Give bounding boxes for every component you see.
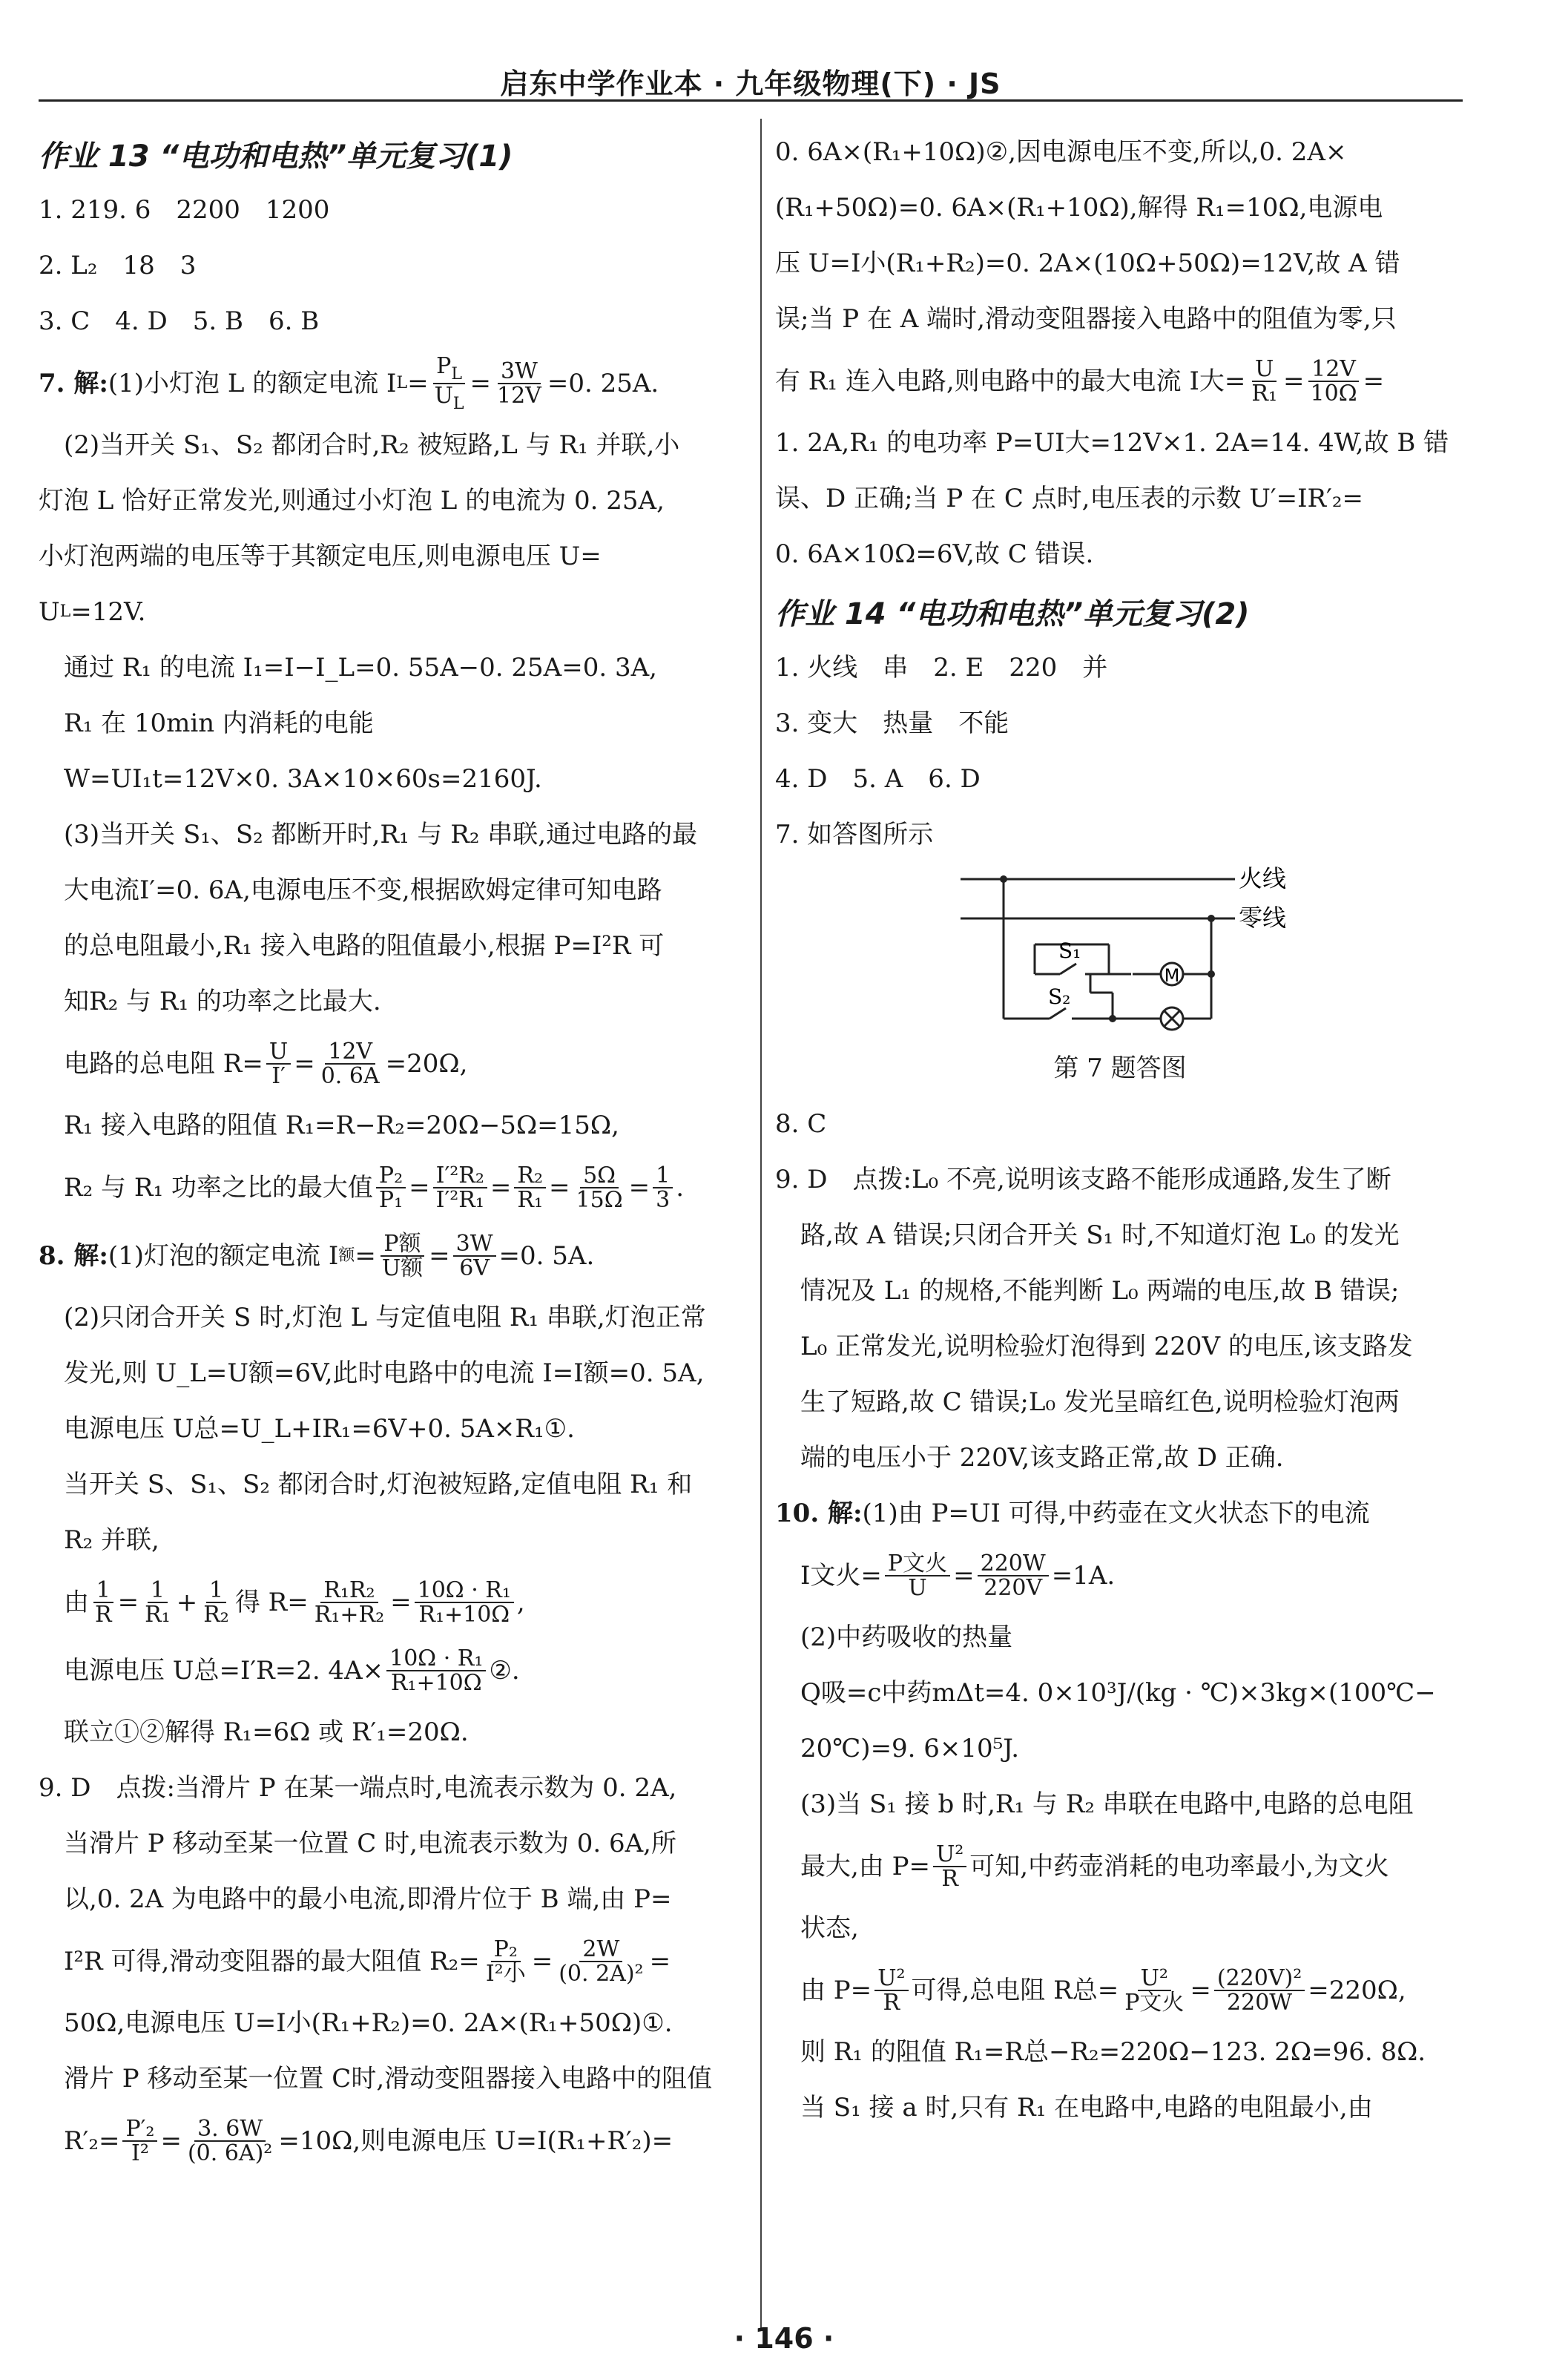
q9-line: 端的电压小于 220V,该支路正常,故 D 正确. bbox=[800, 1443, 1284, 1473]
fraction bbox=[266, 1040, 291, 1088]
text: I′²R₂ bbox=[433, 1164, 487, 1189]
section-heading-14: 作业 14 “电功和电热”单元复习(2) bbox=[775, 596, 1250, 631]
text: =1A. bbox=[1051, 1560, 1116, 1591]
header-rule bbox=[39, 99, 1463, 102]
text: R bbox=[941, 1866, 958, 1892]
text: 220W bbox=[978, 1552, 1049, 1577]
right-column bbox=[775, 125, 1465, 2136]
q9-line: 50Ω,电源电压 U=I小(R₁+R₂)=0. 2A×(R₁+50Ω)①. bbox=[64, 2008, 673, 2039]
q7-line: 大电流I′=0. 6A,电源电压不变,根据欧姆定律可知电路 bbox=[64, 875, 662, 906]
fraction bbox=[433, 1164, 487, 1212]
q10-label: 10. 解: bbox=[775, 1499, 863, 1529]
figure-caption: 第 7 题答图 bbox=[1053, 1053, 1187, 1084]
text: 1 bbox=[206, 1579, 226, 1604]
q10-line: I文火= $\frac{\text{P文火}}{U}$ = $\frac{220W}{220V}$ =1A. bbox=[800, 1550, 1116, 1601]
q9-cont-line: 误、D 正确;当 P 在 C 点时,电压表的示数 U′=IR′₂= bbox=[775, 484, 1363, 514]
text: I′ bbox=[271, 1063, 286, 1089]
text: 10Ω · R₁ bbox=[386, 1647, 486, 1672]
answer-line: 1. 219. 6 2200 1200 bbox=[39, 195, 330, 226]
text: 由 bbox=[64, 1587, 89, 1617]
fraction bbox=[556, 1938, 646, 1986]
q8-line: (2)只闭合开关 S 时,灯泡 L 与定值电阻 R₁ 串联,灯泡正常 bbox=[64, 1303, 706, 1333]
page-number: · 146 · bbox=[734, 2322, 834, 2355]
fraction bbox=[514, 1164, 546, 1212]
text: U bbox=[434, 383, 453, 409]
text: 得 R= bbox=[234, 1587, 309, 1617]
text: (1)小灯泡 L 的额定电流 I bbox=[108, 368, 397, 398]
text: R₁+10Ω bbox=[418, 1602, 510, 1628]
text: U额 bbox=[381, 1255, 424, 1281]
text: (0. 2A)² bbox=[559, 1961, 644, 1987]
fraction bbox=[453, 1232, 496, 1280]
fraction bbox=[1121, 1964, 1187, 2016]
q10-line bbox=[775, 1486, 1465, 1542]
answer-line: 2. L₂ 18 3 bbox=[39, 251, 197, 281]
q7-line: 电路的总电阻 R= $\frac{U}{I'}$ = $\frac{12V}{0. 6A}$ =20Ω, bbox=[64, 1038, 468, 1089]
text: R bbox=[883, 1990, 900, 2016]
text: 电路的总电阻 R= bbox=[64, 1048, 263, 1079]
fraction bbox=[933, 1843, 966, 1891]
fraction bbox=[1214, 1964, 1305, 2016]
fraction bbox=[312, 1576, 387, 1628]
section-heading-13: 作业 13 “电功和电热”单元复习(1) bbox=[39, 139, 513, 174]
fraction bbox=[573, 1164, 626, 1212]
circuit-svg bbox=[775, 863, 1465, 1041]
text: I²小 bbox=[485, 1961, 526, 1987]
q8-line bbox=[39, 1637, 728, 1705]
text: U bbox=[908, 1575, 927, 1601]
q8-line: 电源电压 U总=U_L+IR₁=6V+0. 5A×R₁①. bbox=[64, 1414, 575, 1444]
q10-line: 20℃)=9. 6×10⁵J. bbox=[800, 1734, 1020, 1764]
fraction bbox=[318, 1040, 383, 1088]
fraction bbox=[885, 1552, 950, 1600]
q9-cont-line: (R₁+50Ω)=0. 6A×(R₁+10Ω),解得 R₁=10Ω,电源电 bbox=[775, 193, 1383, 223]
text: R₂ 与 R₁ 功率之比的最大值 bbox=[64, 1172, 373, 1203]
motor-icon: M bbox=[1164, 965, 1180, 986]
text: =0. 5A. bbox=[498, 1240, 595, 1271]
q9-line: 滑片 P 移动至某一位置 C时,滑动变阻器接入电路中的阻值 bbox=[64, 2064, 713, 2094]
text: 1 bbox=[93, 1579, 113, 1604]
text: U bbox=[1252, 358, 1277, 383]
answer-line: 3. 变大 热量 不能 bbox=[775, 708, 1009, 739]
q9-cont-line: 0. 6A×10Ω=6V,故 C 错误. bbox=[775, 539, 1094, 570]
text: (0. 6A)² bbox=[187, 2140, 273, 2166]
q10-line: 状态, bbox=[800, 1913, 859, 1944]
text: R′₂= bbox=[64, 2125, 120, 2156]
text: P₂ bbox=[376, 1164, 406, 1189]
text: 3. 6W bbox=[194, 2117, 266, 2143]
q7-line: 灯泡 L 恰好正常发光,则通过小灯泡 L 的电流为 0. 25A, bbox=[39, 486, 665, 516]
text: P bbox=[436, 352, 452, 379]
answer-line: 3. C 4. D 5. B 6. B bbox=[39, 306, 320, 337]
text: 12V bbox=[1308, 358, 1359, 383]
q8-line: R₂ 并联, bbox=[64, 1525, 159, 1556]
q7-line: R₂ 与 R₁ 功率之比的最大值 $\frac{\text{P₂}}{\text{P₁}}$ = $\frac{\text{I′²R₂}}{\text{I′²R₁}}$ = $\frac{\text{R₂}}{\text{R₁}}$ = $\frac{5\Omega}{15\Omega}$ = $\frac{1}{3}$ . bbox=[64, 1162, 684, 1213]
text: 220V bbox=[984, 1575, 1043, 1601]
q10-line: 则 R₁ 的阻值 R₁=R总−R₂=220Ω−123. 2Ω=96. 8Ω. bbox=[800, 2037, 1426, 2068]
q9-line: 路,故 A 错误;只闭合开关 S₁ 时,不知道灯泡 L₀ 的发光 bbox=[800, 1220, 1400, 1251]
q9-line: L₀ 正常发光,说明检验灯泡得到 220V 的电压,该支路发 bbox=[800, 1332, 1413, 1362]
text: 10Ω bbox=[1310, 381, 1357, 407]
text: I²R 可得,滑动变阻器的最大阻值 R₂= bbox=[64, 1946, 480, 1976]
q9-line: 当滑片 P 移动至某一位置 C 时,电流表示数为 0. 6A,所 bbox=[64, 1829, 676, 1859]
live-wire-label: 火线 bbox=[1239, 864, 1287, 892]
text: R₁R₂ bbox=[320, 1579, 378, 1604]
fraction bbox=[483, 1938, 529, 1986]
text: U² bbox=[1138, 1967, 1171, 1992]
page-header: 启东中学作业本 · 九年级物理(下) · JS bbox=[500, 68, 1001, 100]
q10-line: (3)当 S₁ 接 b 时,R₁ 与 R₂ 串联在电路中,电路的总电阻 bbox=[800, 1789, 1414, 1820]
q9-line: 以,0. 2A 为电路中的最小电流,即滑片位于 B 端,由 P= bbox=[64, 1884, 672, 1915]
text: R₁ bbox=[145, 1602, 171, 1628]
q8-line: 发光,则 U_L=U额=6V,此时电路中的电流 I=I额=0. 5A, bbox=[64, 1358, 705, 1389]
text: U bbox=[39, 597, 60, 628]
text: I′²R₁ bbox=[435, 1187, 484, 1213]
text: 3 bbox=[656, 1187, 671, 1213]
q7-line: 7. 解: (1)小灯泡 L 的额定电流 I L = $\frac{P_L}{U_L}$ = $\frac{3W}{12V}$ =0. 25A. bbox=[39, 352, 659, 413]
column-divider bbox=[760, 119, 762, 2329]
q7-line: W=UI₁t=12V×0. 3A×10×60s=2160J. bbox=[64, 764, 542, 795]
switch-s1-label: S₁ bbox=[1058, 938, 1081, 963]
fraction bbox=[92, 1576, 115, 1628]
q7-line: R₁ 接入电路的阻值 R₁=R−R₂=20Ω−5Ω=15Ω, bbox=[64, 1111, 619, 1141]
circuit-diagram bbox=[775, 863, 1465, 1041]
fraction bbox=[494, 360, 544, 408]
fraction bbox=[874, 1964, 908, 2016]
q8-line: 联立①②解得 R₁=6Ω 或 R′₁=20Ω. bbox=[64, 1717, 469, 1748]
text: R₁+10Ω bbox=[390, 1670, 482, 1696]
neutral-wire-label: 零线 bbox=[1239, 904, 1287, 932]
text: 5Ω bbox=[580, 1164, 619, 1189]
q8-line: 8. 解: (1)灯泡的额定电流 I 额 = $\frac{\text{P额}}{\text{U额}}$ = $\frac{3W}{6V}$ =0. 5A. bbox=[39, 1230, 595, 1281]
q9-cont-line: 压 U=I小(R₁+R₂)=0. 2A×(10Ω+50Ω)=12V,故 A 错 bbox=[775, 249, 1400, 279]
fraction bbox=[978, 1552, 1049, 1600]
text: U bbox=[266, 1040, 291, 1065]
text: 电源电压 U总=I′R=2. 4A× bbox=[64, 1655, 384, 1686]
answer-line: 7. 如答图所示 bbox=[775, 820, 934, 850]
answer-line: 8. C bbox=[775, 1109, 827, 1140]
text: P额 bbox=[381, 1232, 424, 1257]
text: 10Ω · R₁ bbox=[415, 1579, 514, 1604]
fraction bbox=[185, 2117, 275, 2166]
text: =220Ω, bbox=[1308, 1975, 1406, 2005]
q7-line: 的总电阻最小,R₁ 接入电路的阻值最小,根据 P=I²R 可 bbox=[64, 931, 665, 961]
switch-s2-label: S₂ bbox=[1048, 984, 1071, 1009]
q9-line: 9. D 点拨:当滑片 P 在某一端点时,电流表示数为 0. 2A, bbox=[39, 1773, 677, 1803]
q7-line: U L =12V. bbox=[39, 597, 146, 628]
q8-line: 由 $\frac{1}{R}$ = $\frac{1}{\text{R₁}}$ + $\frac{1}{\text{R₂}}$ 得 R= $\frac{\text{R₁R₂}}{\text{R₁+R₂}}$ = $\frac{\text{10Ω · R₁}}{\text{R₁+10Ω}}$ , bbox=[64, 1576, 525, 1628]
q9-cont-line: 0. 6A×(R₁+10Ω)②,因电源电压不变,所以,0. 2A× bbox=[775, 137, 1347, 168]
fraction bbox=[1248, 355, 1280, 407]
q9-line: 9. D 点拨:L₀ 不亮,说明该支路不能形成通路,发生了断 bbox=[775, 1165, 1391, 1195]
q9-cont-line: 有 R₁ 连入电路,则电路中的最大电流 I大= $\frac{U}{\text{R₁}}$ = $\frac{12V}{10\Omega}$ = bbox=[775, 355, 1385, 407]
text: =12V. bbox=[70, 597, 146, 628]
fraction bbox=[386, 1647, 486, 1695]
q8-label: 8. 解: bbox=[39, 1240, 108, 1271]
answer-line: 1. 火线 串 2. E 220 并 bbox=[775, 653, 1108, 683]
q9-cont-line: 1. 2A,R₁ 的电功率 P=UI大=12V×1. 2A=14. 4W,故 B 错 bbox=[775, 428, 1449, 458]
text: ②. bbox=[489, 1655, 520, 1686]
q10-line: (2)中药吸收的热量 bbox=[800, 1622, 1013, 1653]
fraction: $\frac{P_L}{U_L}$ bbox=[434, 352, 464, 413]
text: 2W bbox=[579, 1938, 622, 1963]
text: 最大,由 P= bbox=[800, 1851, 930, 1881]
text: (1)由 P=UI 可得,中药壶在文火状态下的电流 bbox=[862, 1499, 1370, 1529]
text: 12V bbox=[497, 383, 541, 409]
q8-line: 当开关 S、S₁、S₂ 都闭合时,灯泡被短路,定值电阻 R₁ 和 bbox=[64, 1470, 693, 1500]
text: 1 bbox=[653, 1164, 673, 1189]
text: 1 bbox=[148, 1579, 168, 1604]
text: 由 P= bbox=[800, 1975, 872, 2005]
q7-line: 通过 R₁ 的电流 I₁=I−I_L=0. 55A−0. 25A=0. 3A, bbox=[64, 653, 657, 683]
q10-line: 当 S₁ 接 a 时,只有 R₁ 在电路中,电路的电阻最小,由 bbox=[800, 2093, 1373, 2123]
text: R₁ bbox=[517, 1187, 544, 1213]
fraction bbox=[653, 1164, 673, 1212]
text: =0. 25A. bbox=[547, 368, 659, 398]
q9-line: 情况及 L₁ 的规格,不能判断 L₀ 两端的电压,故 B 错误; bbox=[800, 1276, 1400, 1306]
text: I文火= bbox=[800, 1560, 882, 1591]
q7-line: (2)当开关 S₁、S₂ 都闭合时,R₂ 被短路,L 与 R₁ 并联,小 bbox=[64, 430, 680, 461]
fraction bbox=[142, 1576, 174, 1628]
q9-line: I²R 可得,滑动变阻器的最大阻值 R₂= $\frac{\text{P₂}}{\text{I²小}}$ = $\frac{2W}{\text{(0. 2A)²}}$ = bbox=[64, 1936, 671, 1987]
text: R₂ bbox=[203, 1602, 229, 1628]
fraction bbox=[379, 1232, 426, 1280]
fraction bbox=[200, 1576, 232, 1628]
fraction bbox=[1308, 355, 1360, 407]
answer-line: 4. D 5. A 6. D bbox=[775, 764, 981, 795]
text: (1)灯泡的额定电流 I bbox=[108, 1240, 339, 1271]
text: R₁ bbox=[1251, 381, 1278, 407]
text: =20Ω, bbox=[385, 1048, 468, 1079]
text: 12V bbox=[325, 1040, 375, 1065]
text: 3W bbox=[498, 360, 541, 385]
q10-line: 由 P= $\frac{\text{U²}}{R}$ 可得,总电阻 R总= $\frac{\text{U²}}{\text{P文火}}$ = $\frac{\text{(220V)²}}{220W}$ =220Ω, bbox=[800, 1964, 1406, 2016]
text: =10Ω,则电源电压 U=I(R₁+R′₂)= bbox=[278, 2125, 673, 2156]
text: 3W bbox=[453, 1232, 496, 1257]
text: 220W bbox=[1227, 1990, 1293, 2016]
q9-line: R′₂= $\frac{\text{P′₂}}{\text{I²}}$ = $\frac{3. 6W}{\text{(0. 6A)²}}$ =10Ω,则电源电压 U=I(R₁+R′₂)= bbox=[64, 2115, 673, 2166]
text: R bbox=[95, 1602, 112, 1628]
text: 可知,中药壶消耗的电功率最小,为文火 bbox=[969, 1851, 1389, 1881]
text: 15Ω bbox=[576, 1187, 623, 1213]
q7-line: 知R₂ 与 R₁ 的功率之比最大. bbox=[64, 987, 381, 1017]
text: 有 R₁ 连入电路,则电路中的最大电流 I大= bbox=[775, 366, 1246, 396]
q9-cont-line: 误;当 P 在 A 端时,滑动变阻器接入电路中的阻值为零,只 bbox=[775, 304, 1397, 335]
text: P文火 bbox=[885, 1552, 950, 1577]
text: 可得,总电阻 R总= bbox=[911, 1975, 1119, 2005]
q10-line bbox=[775, 1832, 1465, 1901]
text: P′₂ bbox=[122, 2117, 157, 2143]
q7-label: 7. 解: bbox=[39, 368, 108, 398]
left-column bbox=[39, 125, 728, 2175]
text: 6V bbox=[459, 1255, 490, 1281]
fraction bbox=[376, 1164, 406, 1212]
text: P₁ bbox=[378, 1187, 403, 1213]
text: U² bbox=[874, 1967, 908, 1992]
text: 0. 6A bbox=[320, 1063, 380, 1089]
fraction bbox=[415, 1576, 514, 1628]
text: R₂ bbox=[514, 1164, 546, 1189]
q7-line: (3)当开关 S₁、S₂ 都断开时,R₁ 与 R₂ 串联,通过电路的最 bbox=[64, 820, 698, 850]
text: P文火 bbox=[1124, 1990, 1185, 2016]
text: R₁+R₂ bbox=[314, 1602, 385, 1628]
q7-line: 小灯泡两端的电压等于其额定电压,则电源电压 U= bbox=[39, 542, 602, 572]
text: P₂ bbox=[491, 1938, 521, 1963]
q9-line: 生了短路,故 C 错误;L₀ 发光呈暗红色,说明检验灯泡两 bbox=[800, 1387, 1400, 1418]
text: I² bbox=[131, 2140, 149, 2166]
q10-line: Q吸=c中药mΔt=4. 0×10³J/(kg · ℃)×3kg×(100℃− bbox=[800, 1678, 1436, 1709]
q7-line: R₁ 在 10min 内消耗的电能 bbox=[64, 708, 374, 739]
text: U² bbox=[933, 1843, 966, 1868]
fraction bbox=[122, 2117, 157, 2166]
text: (220V)² bbox=[1214, 1967, 1305, 1992]
